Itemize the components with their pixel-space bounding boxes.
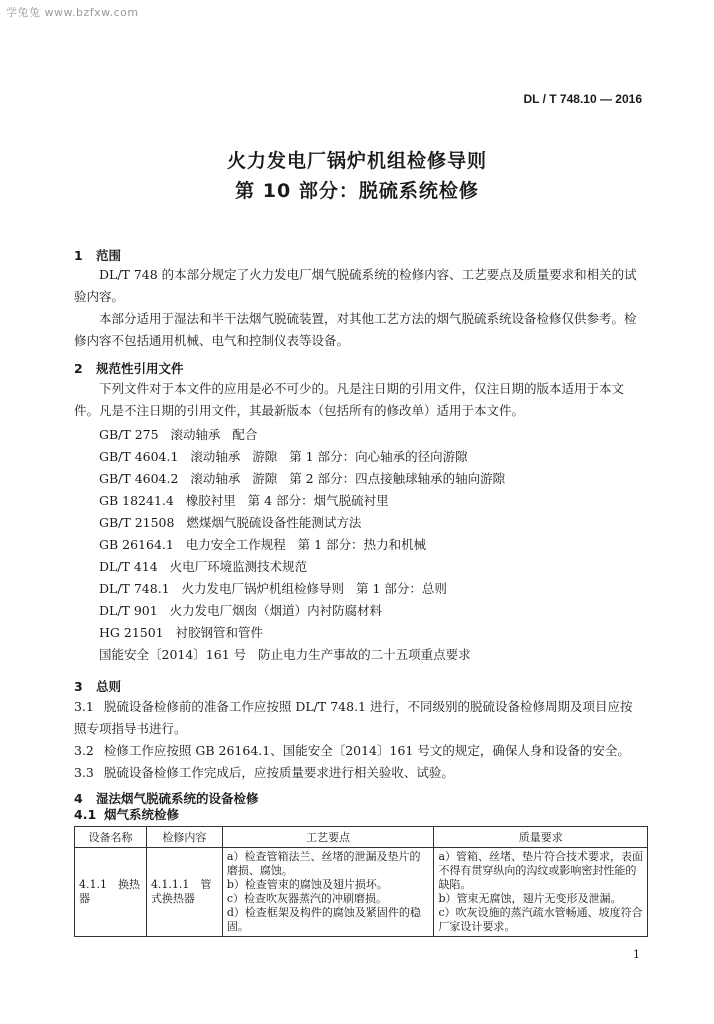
normative-reference: GB/T 21508 燃煤烟气脱硫设备性能测试方法 [99,515,362,530]
section-1-heading [74,246,121,264]
clause-number: 3.1 [74,699,94,714]
quality-item: b）管束无腐蚀，翅片无变形及泄漏。 [438,892,622,905]
process-item: d）检查框架及构件的腐蚀及紧固件的稳固。 [226,906,421,933]
column-header-quality: 质量要求 [434,827,648,848]
section-title: 范围 [96,248,122,263]
normative-reference: HG 21501 衬胶钢管和管件 [99,625,264,640]
clause-3-3 [74,762,640,784]
section-1-paragraph-1: DL/T 748 的本部分规定了火力发电厂烟气脱硫系统的检修内容、工艺要点及质量要求和相关的试验内容。 [74,267,637,304]
normative-reference: GB/T 4604.2 滚动轴承 游隙 第 2 部分：四点接触球轴承的轴向游隙 [99,471,506,486]
section-2-heading [74,359,184,377]
section-number: 3 [74,679,83,694]
quality-item: a）管箱、丝堵、垫片符合技术要求，表面不得有贯穿纵向的沟纹或影响密封性能的缺陷。 [438,850,643,891]
clause-number: 3.2 [74,743,94,758]
document-subtitle: 第 10 部分：脱硫系统检修 [235,180,479,202]
process-item: a）检查管箱法兰、丝堵的泄漏及垫片的磨损、腐蚀。 [226,850,421,877]
document-number: DL / T 748.10 — 2016 [523,92,642,106]
document-title: 火力发电厂锅炉机组检修导则 [226,150,487,172]
section-title: 规范性引用文件 [96,361,184,376]
normative-reference: GB 18241.4 橡胶衬里 第 4 部分：烟气脱硫衬里 [99,493,389,508]
clause-3-1 [74,696,640,740]
normative-reference: 国能安全〔2014〕161 号 防止电力生产事故的二十五项重点要求 [99,647,471,662]
normative-reference: GB 26164.1 电力安全工作规程 第 1 部分：热力和机械 [99,537,427,552]
section-number: 1 [74,248,83,263]
clause-text: 检修工作应按照 GB 26164.1、国能安全〔2014〕161 号文的规定，确保人身和设备的安全。 [103,743,630,758]
clause-text: 脱硫设备检修工作完成后，应按质量要求进行相关验收、试验。 [103,765,454,780]
clause-text: 脱硫设备检修前的准备工作应按照 DL/T 748.1 进行，不同级别的脱硫设备检修周期及项目应按照专项指导书进行。 [74,699,633,736]
process-item: c）检查吹灰器蒸汽的冲刷磨损。 [226,892,388,905]
normative-reference: DL/T 901 火力发电厂烟囱（烟道）内衬防腐材料 [99,603,383,618]
section-title: 湿法烟气脱硫系统的设备检修 [96,791,259,806]
section-4-1-heading [74,805,179,823]
column-header-content: 检修内容 [146,827,222,848]
section-2-paragraph: 下列文件对于本文件的应用是必不可少的。凡是注日期的引用文件，仅注日期的版本适用于本文件。凡是不注日期的引用文件，其最新版本（包括所有的修改单）适用于本文件。 [74,381,625,418]
process-cell [222,848,434,937]
process-item: b）检查管束的腐蚀及翅片损坏。 [226,878,388,891]
section-3-heading [74,677,121,695]
section-number: 4 [74,791,83,806]
quality-cell [434,848,648,937]
section-number: 4.1 [74,807,97,822]
clause-number: 3.3 [74,765,94,780]
content-cell: 4.1.1.1 管式换热器 [146,848,222,937]
table-header-row [75,827,648,848]
clause-3-2 [74,740,640,762]
device-cell: 4.1.1 换热器 [75,848,147,937]
page-number: 1 [633,948,640,961]
quality-item: c）吹灰设施的蒸汽疏水管畅通、坡度符合厂家设计要求。 [438,906,643,933]
section-1-paragraph-2: 本部分适用于湿法和半干法烟气脱硫装置，对其他工艺方法的烟气脱硫系统设备检修仅供参考。检修内容不包括通用机械、电气和控制仪表等设备。 [74,311,637,348]
normative-reference: GB/T 275 滚动轴承 配合 [99,427,258,442]
normative-reference: DL/T 748.1 火力发电厂锅炉机组检修导则 第 1 部分：总则 [99,581,447,596]
normative-reference: GB/T 4604.1 滚动轴承 游隙 第 1 部分：向心轴承的径向游隙 [99,449,468,464]
normative-reference: DL/T 414 火电厂环境监测技术规范 [99,559,308,574]
section-title: 烟气系统检修 [104,807,180,822]
column-header-process: 工艺要点 [222,827,434,848]
watermark: 学兔兔 www.bzfxw.com [6,6,139,19]
column-header-device: 设备名称 [75,827,147,848]
section-title: 总则 [96,679,122,694]
section-number: 2 [74,361,83,376]
table-row [75,848,648,937]
maintenance-table [74,826,648,937]
